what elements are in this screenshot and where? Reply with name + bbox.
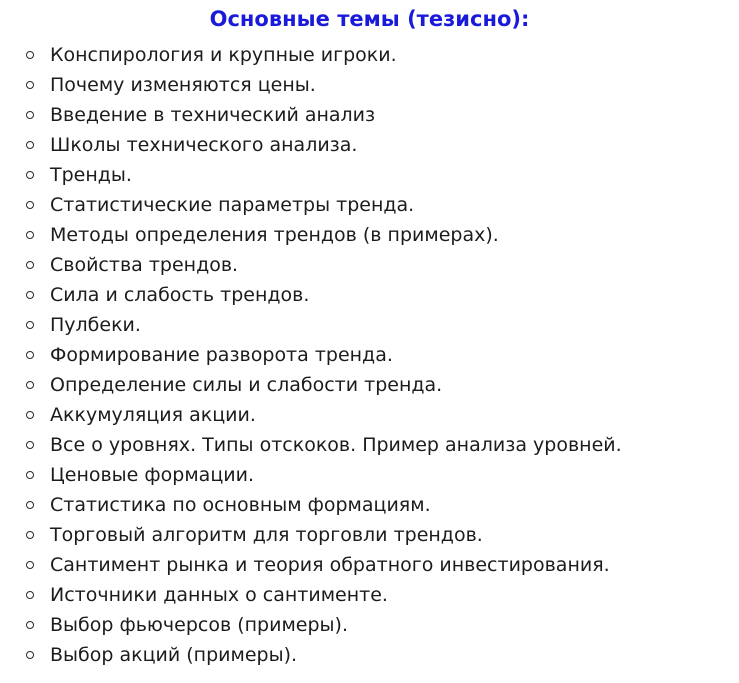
list-item-text: Определение силы и слабости тренда.	[50, 374, 443, 396]
list-item-text: Почему изменяются цены.	[50, 74, 316, 96]
list-item	[0, 40, 622, 70]
section-heading: Основные темы (тезисно):	[209, 7, 530, 31]
list-item-text: Все о уровнях. Типы отскоков. Пример анализа уровней.	[50, 434, 622, 456]
list-item	[0, 280, 622, 310]
circle-bullet-icon	[26, 171, 34, 179]
list-item	[0, 100, 622, 130]
list-item-text: Пулбеки.	[50, 314, 141, 336]
list-item-text: Сантимент рынка и теория обратного инвестирования.	[50, 554, 610, 576]
list-item	[0, 430, 622, 460]
circle-bullet-icon	[26, 321, 34, 329]
list-item-text: Школы технического анализа.	[50, 134, 358, 156]
list-item-text: Статистические параметры тренда.	[50, 194, 415, 216]
list-item-text: Свойства трендов.	[50, 254, 239, 276]
list-item-text: Статистика по основным формациям.	[50, 494, 431, 516]
circle-bullet-icon	[26, 201, 34, 209]
circle-bullet-icon	[26, 111, 34, 119]
list-item	[0, 490, 622, 520]
circle-bullet-icon	[26, 651, 34, 659]
circle-bullet-icon	[26, 531, 34, 539]
circle-bullet-icon	[26, 291, 34, 299]
list-item-text: Тренды.	[50, 164, 132, 186]
list-item	[0, 610, 622, 640]
circle-bullet-icon	[26, 561, 34, 569]
circle-bullet-icon	[26, 471, 34, 479]
topics-list	[0, 40, 622, 670]
circle-bullet-icon	[26, 381, 34, 389]
circle-bullet-icon	[26, 81, 34, 89]
circle-bullet-icon	[26, 621, 34, 629]
list-item-text: Сила и слабость трендов.	[50, 284, 310, 306]
list-item	[0, 190, 622, 220]
list-item	[0, 310, 622, 340]
list-item	[0, 160, 622, 190]
list-item	[0, 130, 622, 160]
circle-bullet-icon	[26, 411, 34, 419]
circle-bullet-icon	[26, 231, 34, 239]
list-item	[0, 220, 622, 250]
list-item	[0, 580, 622, 610]
circle-bullet-icon	[26, 261, 34, 269]
list-item-text: Выбор фьючерсов (примеры).	[50, 614, 348, 636]
list-item	[0, 460, 622, 490]
list-item-text: Конспирология и крупные игроки.	[50, 44, 397, 66]
circle-bullet-icon	[26, 591, 34, 599]
circle-bullet-icon	[26, 351, 34, 359]
list-item-text: Формирование разворота тренда.	[50, 344, 393, 366]
circle-bullet-icon	[26, 51, 34, 59]
circle-bullet-icon	[26, 141, 34, 149]
list-item	[0, 370, 622, 400]
list-item-text: Источники данных о сантименте.	[50, 584, 388, 606]
list-item	[0, 250, 622, 280]
list-item	[0, 520, 622, 550]
list-item-text: Методы определения трендов (в примерах).	[50, 224, 499, 246]
list-item-text: Выбор акций (примеры).	[50, 644, 298, 666]
list-item	[0, 340, 622, 370]
circle-bullet-icon	[26, 441, 34, 449]
circle-bullet-icon	[26, 501, 34, 509]
list-item	[0, 550, 622, 580]
list-item-text: Аккумуляция акции.	[50, 404, 256, 426]
list-item	[0, 400, 622, 430]
list-item	[0, 640, 622, 670]
list-item	[0, 70, 622, 100]
list-item-text: Торговый алгоритм для торговли трендов.	[50, 524, 483, 546]
list-item-text: Ценовые формации.	[50, 464, 254, 486]
list-item-text: Введение в технический анализ	[50, 104, 376, 126]
